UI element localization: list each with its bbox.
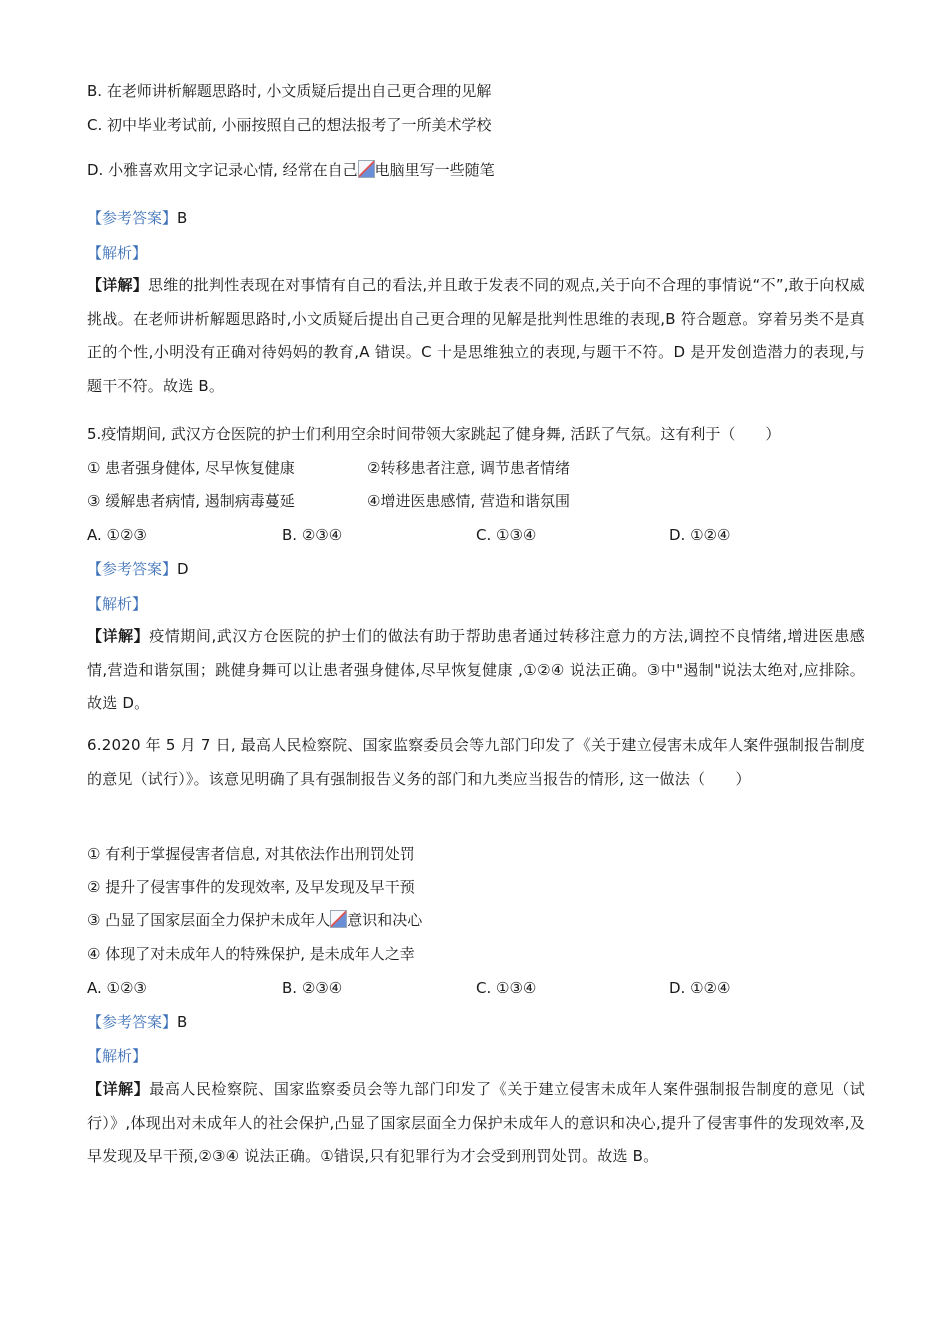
- answer-value: B: [177, 209, 188, 227]
- q6-item-4: ④ 体现了对未成年人的特殊保护, 是未成年人之幸: [87, 945, 415, 963]
- q6-item-3-post: 意识和决心: [347, 911, 423, 929]
- detail-text: 最高人民检察院、国家监察委员会等九部门印发了《关于建立侵害未成年人案件强制报告制度的意见（试行）》,体现出对未成年人的社会保护,凸显了国家层面全力保护未成年人的意识和决心,提升了侵害事件的发现效率,及早发现及早干预,②③④ 说法正确。①错误,只有犯罪行为才会受到刑罚处罚。故选 B。: [87, 1080, 865, 1165]
- q6-choice-d: D. ①②④: [669, 979, 731, 997]
- q6-answer: [87, 1012, 187, 1032]
- detail-label: 【详解】: [87, 1080, 150, 1098]
- q5-choice-b: B. ②③④: [282, 526, 343, 544]
- q6-item-3: [87, 910, 422, 930]
- answer-value: B: [177, 1013, 188, 1031]
- q6-stem: 6.2020 年 5 月 7 日, 最高人民检察院、国家监察委员会等九部门印发了《关于建立侵害未成年人案件强制报告制度的意见（试行）》。该意见明确了具有强制报告义务的部门和九类应当报告的情形, 这一做法（ ）: [87, 736, 865, 788]
- q4-detail: [87, 269, 865, 403]
- q5-item-4: ④增进医患感情, 营造和谐氛围: [367, 492, 570, 510]
- q6-item-1: ① 有利于掌握侵害者信息, 对其依法作出刑罚处罚: [87, 845, 415, 863]
- q5-answer: [87, 559, 189, 579]
- q5-detail: [87, 620, 865, 721]
- q6-detail: [87, 1073, 865, 1174]
- q5-analysis-label: 【解析】: [87, 595, 148, 613]
- q5-item-2: ②转移患者注意, 调节患者情绪: [367, 459, 570, 477]
- q4-answer: [87, 208, 187, 228]
- q6-item-2: ② 提升了侵害事件的发现效率, 及早发现及早干预: [87, 878, 415, 896]
- q5-item-3: ③ 缓解患者病情, 遏制病毒蔓延: [87, 492, 295, 510]
- q6-item-3-pre: ③ 凸显了国家层面全力保护未成年人: [87, 911, 331, 929]
- q6-choice-b: B. ②③④: [282, 979, 343, 997]
- answer-value: D: [177, 560, 189, 578]
- q5-choice-c: C. ①③④: [476, 526, 537, 544]
- q4-analysis-label: 【解析】: [87, 244, 148, 262]
- q5-stem: [87, 424, 780, 444]
- answer-label: 【参考答案】: [87, 1013, 178, 1031]
- q5-choice-d: D. ①②④: [669, 526, 731, 544]
- detail-label: 【详解】: [87, 627, 150, 645]
- q6-choice-a: A. ①②③: [87, 979, 147, 997]
- detail-text: 思维的批判性表现在对事情有自己的看法,并且敢于发表不同的观点,关于向不合理的事情说“不”,敢于向权威挑战。在老师讲析解题思路时,小文质疑后提出自己更合理的见解是批判性思维的表现,B 符合题意。穿着另类不是真正的个性,小明没有正确对待妈妈的教育,A 错误。C 十是思维独立的表现,与题干不符。D 是开发创造潜力的表现,与题干不符。故选 B。: [87, 276, 865, 395]
- q4-option-d: [87, 160, 495, 180]
- detail-label: 【详解】: [87, 276, 148, 294]
- q4-option-b: B. 在老师讲析解题思路时, 小文质疑后提出自己更合理的见解: [87, 82, 492, 100]
- q4-option-c: C. 初中毕业考试前, 小丽按照自己的想法报考了一所美术学校: [87, 116, 492, 134]
- detail-text: 疫情期间,武汉方仓医院的护士们的做法有助于帮助患者通过转移注意力的方法,调控不良情绪,增进医患感情,营造和谐氛围；跳健身舞可以让患者强身健体,尽早恢复健康 ,①②④ 说法正确。③中"遏制"说法太绝对,应排除。故选 D。: [87, 627, 865, 712]
- q5-item-1: ① 患者强身健体, 尽早恢复健康: [87, 459, 295, 477]
- q4-option-d-text-pre: D. 小雅喜欢用文字记录心情, 经常在自己: [87, 161, 358, 179]
- q5-stem-text: 5.疫情期间, 武汉方仓医院的护士们利用空余时间带领大家跳起了健身舞, 活跃了气氛。这有利于（ ）: [87, 425, 781, 443]
- broken-image-icon: [358, 160, 375, 178]
- q6-choice-c: C. ①③④: [476, 979, 537, 997]
- answer-label: 【参考答案】: [87, 209, 178, 227]
- q6-analysis-label: 【解析】: [87, 1047, 148, 1065]
- q5-choice-a: A. ①②③: [87, 526, 147, 544]
- broken-image-icon: [330, 910, 347, 928]
- q4-option-d-text-post: 电脑里写一些随笔: [374, 161, 495, 179]
- answer-label: 【参考答案】: [87, 560, 178, 578]
